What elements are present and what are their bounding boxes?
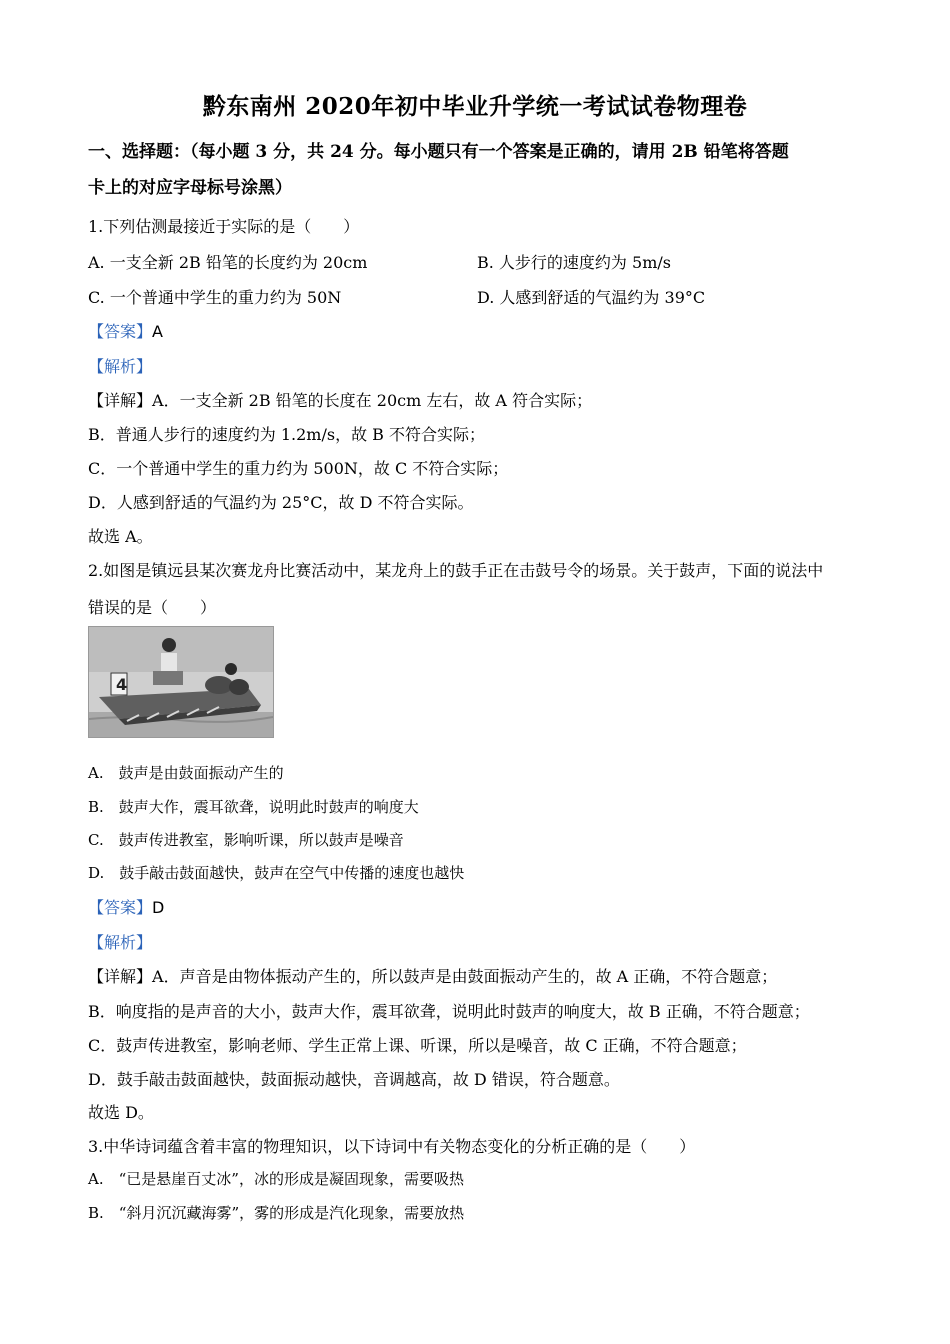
- q1-answer-row: [88, 319, 163, 342]
- q1-answer: A: [152, 322, 163, 341]
- q1-conclusion: 故选 A。: [88, 527, 153, 546]
- q1-detail-2: B．普通人步行的速度约为 1.2m/s，故 B 不符合实际；: [88, 425, 485, 444]
- q1-stem: 1.下列估测最接近于实际的是（ ）: [88, 217, 360, 236]
- q2-option-d: D. 鼓手敲击鼓面越快，鼓声在空气中传播的速度也越快: [88, 864, 465, 882]
- dragon-boat-photo: [88, 626, 274, 738]
- q2-detail-2: B．响度指的是声音的大小，鼓声大作，震耳欲聋，说明此时鼓声的响度大，故 B 正确，不符合题意；: [88, 1002, 810, 1021]
- q2-answer: D: [152, 898, 165, 917]
- q3-option-a: A. “已是悬崖百丈冰”，冰的形成是凝固现象，需要吸热: [88, 1170, 464, 1188]
- q1-detail-3: C．一个普通中学生的重力约为 500N，故 C 不符合实际；: [88, 459, 509, 478]
- q2-stem-line2: 错误的是（ ）: [88, 598, 217, 617]
- q3-option-b: B. “斜月沉沉藏海雾”，雾的形成是汽化现象，需要放热: [88, 1204, 465, 1222]
- q2-conclusion: 故选 D。: [88, 1103, 154, 1122]
- q1-detail-4: D．人感到舒适的气温约为 25°C，故 D 不符合实际。: [88, 493, 474, 512]
- q1-answer-tag: 【答案】: [88, 322, 153, 341]
- q2-detail-3: C．鼓声传进教室，影响老师、学生正常上课、听课，所以是噪音，故 C 正确，不符合题意；: [88, 1036, 747, 1055]
- q2-detail-1: A．声音是由物体振动产生的，所以鼓声是由鼓面振动产生的，故 A 正确，不符合题意；: [152, 967, 778, 986]
- q2-answer-row: [88, 895, 164, 918]
- q1-analysis-tag: 【解析】: [88, 357, 153, 376]
- q2-answer-tag: 【答案】: [88, 898, 153, 917]
- q2-detail-4: D．鼓手敲击鼓面越快，鼓面振动越快，音调越高，故 D 错误，符合题意。: [88, 1070, 620, 1089]
- q3-stem: 3.中华诗词蕴含着丰富的物理知识，以下诗词中有关物态变化的分析正确的是（ ）: [88, 1137, 696, 1156]
- q1-option-c: C. 一个普通中学生的重力约为 50N: [88, 288, 342, 307]
- q1-detail-row: [88, 388, 592, 411]
- q2-option-a: A. 鼓声是由鼓面振动产生的: [88, 764, 284, 782]
- q2-detail-row: [88, 964, 777, 987]
- page-title: 黔东南州 2020年初中毕业升学统一考试试卷物理卷: [202, 93, 748, 120]
- boat-number-label: 4: [116, 675, 128, 694]
- q2-detail-tag: 【详解】: [88, 967, 153, 986]
- section-heading-line2: 卡上的对应字母标号涂黑）: [88, 178, 292, 198]
- q1-option-a: A. 一支全新 2B 铅笔的长度约为 20cm: [88, 253, 368, 272]
- section-heading-line1: 一、选择题：（每小题 3 分，共 24 分。每小题只有一个答案是正确的，请用 2B 铅笔将答题: [88, 142, 789, 162]
- q1-detail-tag: 【详解】: [88, 391, 153, 410]
- q1-option-d: D. 人感到舒适的气温约为 39°C: [477, 288, 706, 307]
- q2-option-c: C. 鼓声传进教室，影响听课，所以鼓声是噪音: [88, 831, 404, 849]
- q2-stem-line1: 2.如图是镇远县某次赛龙舟比赛活动中，某龙舟上的鼓手正在击鼓号令的场景。关于鼓声，下面的说法中: [88, 561, 824, 580]
- q2-analysis-tag: 【解析】: [88, 933, 153, 952]
- q1-detail-1: A．一支全新 2B 铅笔的长度在 20cm 左右，故 A 符合实际；: [152, 391, 593, 410]
- q2-option-b: B. 鼓声大作，震耳欲聋，说明此时鼓声的响度大: [88, 798, 419, 816]
- q1-option-b: B. 人步行的速度约为 5m/s: [477, 253, 671, 272]
